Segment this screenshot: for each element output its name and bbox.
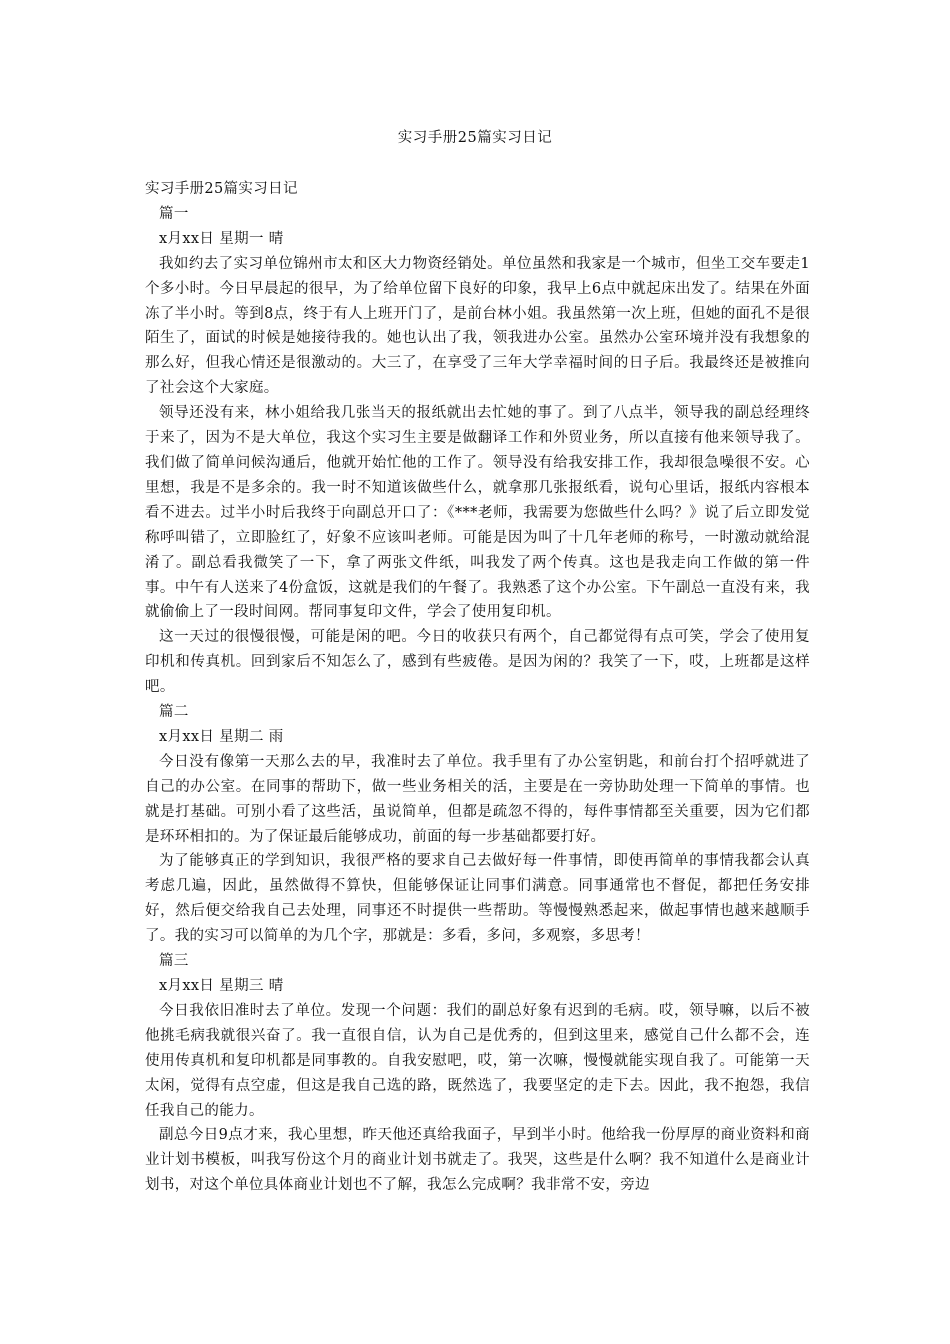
document-body [145, 177, 810, 1198]
section-paragraph: 为了能够真正的学到知识，我很严格的要求自己去做好每一件事情，即使再简单的事情我都会认真考虑几遍，因此，虽然做得不算快，但能够保证让同事们满意。同事通常也不督促，都把任务安排好，然后便交给我自己去处理，同事还不时提供一些帮助。等慢慢熟悉起来，做起事情也越来越顺手了。我的实习可以简单的为几个字，那就是：多看，多问，多观察，多思考！ [145, 853, 810, 945]
document-subtitle: 实习手册25篇实习日记 [145, 181, 298, 197]
page-title: 实习手册25篇实习日记 [397, 130, 553, 146]
section-paragraph: 今日没有像第一天那么去的早，我准时去了单位。我手里有了办公室钥匙，和前台打个招呼就进了自己的办公室。在同事的帮助下，做一些业务相关的活，主要是在一旁协助处理一下简单的事情。也就是打基础。可别小看了这些活，虽说简单，但都是疏忽不得的，每件事情都至关重要，因为它们都是环环相扣的。为了保证最后能够成功，前面的每一步基础都要打好。 [145, 753, 810, 845]
section-paragraph: 这一天过的很慢很慢，可能是闲的吧。今日的收获只有两个，自己都觉得有点可笑，学会了使用复印机和传真机。回到家后不知怎么了，感到有些疲倦。是因为闲的？我笑了一下，哎，上班都是这样吧。 [145, 629, 810, 696]
section-date-line: x月xx日 星期一 晴 [159, 230, 284, 247]
section-heading: 篇一 [159, 205, 189, 222]
section-paragraph: 我如约去了实习单位锦州市太和区大力物资经销处。单位虽然和我家是一个城市，但坐工交车要走1个多小时。今日早晨起的很早，为了给单位留下良好的印象，我早上6点中就起床出发了。结果在外面冻了半小时。等到8点，终于有人上班开门了，是前台林小姐。我虽然第一次上班，但她的面孔不是很陌生了，面试的时候是她接待我的。她也认出了我，领我进办公室。虽然办公室环境并没有我想象的那么好，但我心情还是很激动的。大三了，在享受了三年大学幸福时间的日子后。我最终还是被推向了社会这个大家庭。 [145, 255, 810, 397]
section-heading: 篇二 [159, 704, 189, 721]
section-paragraph: 副总今日9点才来，我心里想，昨天他还真给我面子，早到半小时。他给我一份厚厚的商业资料和商业计划书模板，叫我写份这个月的商业计划书就走了。我哭，这些是什么啊？我不知道什么是商业计划书，对这个单位具体商业计划也不了解，我怎么完成啊？我非常不安，旁边 [145, 1127, 810, 1194]
section-paragraph: 领导还没有来，林小姐给我几张当天的报纸就出去忙她的事了。到了八点半，领导我的副总经理终于来了，因为不是大单位，我这个实习生主要是做翻译工作和外贸业务，所以直接有他来领导我了。我们做了简单问候沟通后，他就开始忙他的工作了。领导没有给我安排工作，我却很急噪很不安。心里想，我是不是多余的。我一时不知道该做些什么，就拿那几张报纸看，说句心里话，报纸内容根本看不进去。过半小时后我终于向副总开口了：《***老师，我需要为您做些什么吗？》说了后立即发觉称呼叫错了，立即脸红了，好象不应该叫老师。可能是因为叫了十几年老师的称号，一时激动就给混淆了。副总看我微笑了一下，拿了两张文件纸，叫我发了两个传真。这也是我走向工作做的第一件事。中午有人送来了4份盒饭，这就是我们的午餐了。我熟悉了这个办公室。下午副总一直没有来，我就偷偷上了一段时间网。帮同事复印文件，学会了使用复印机。 [145, 405, 810, 621]
section-date-line: x月xx日 星期二 雨 [159, 728, 284, 745]
section-heading: 篇三 [159, 953, 189, 970]
section-date-line: x月xx日 星期三 晴 [159, 978, 284, 994]
section-paragraph: 今日我依旧准时去了单位。发现一个问题：我们的副总好象有迟到的毛病。哎，领导嘛，以后不被他挑毛病我就很兴奋了。我一直很自信，认为自己是优秀的，但到这里来，感觉自己什么都不会，连使用传真机和复印机都是同事教的。自我安慰吧，哎，第一次嘛，慢慢就能实现自我了。可能第一天太闲，觉得有点空虚，但这是我自己选的路，既然选了，我要坚定的走下去。因此，我不抱怨，我信任我自己的能力。 [145, 1002, 810, 1119]
